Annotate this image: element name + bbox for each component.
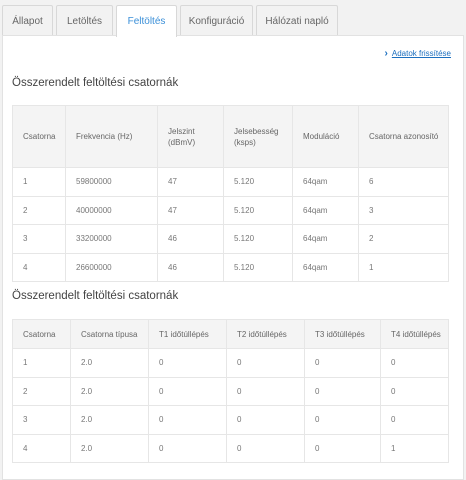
column-header: Jelsebesség (ksps) bbox=[224, 106, 293, 168]
table-cell: 1 bbox=[13, 349, 71, 378]
table-cell: 46 bbox=[158, 225, 224, 254]
tab-feltoltes[interactable]: Feltöltés bbox=[116, 5, 177, 37]
column-header: T1 időtúllépés bbox=[149, 320, 227, 349]
table-cell: 3 bbox=[13, 225, 66, 254]
chevron-right-icon: › bbox=[384, 48, 388, 59]
table-cell: 0 bbox=[305, 434, 381, 463]
table-cell: 47 bbox=[158, 168, 224, 197]
refresh-link[interactable] bbox=[385, 48, 451, 59]
table-cell: 1 bbox=[359, 253, 449, 282]
table-row bbox=[13, 406, 449, 435]
table-cell: 2 bbox=[13, 196, 66, 225]
table-row bbox=[13, 434, 449, 463]
table-cell: 46 bbox=[158, 253, 224, 282]
table-cell: 2.0 bbox=[71, 349, 149, 378]
refresh-label: Adatok frissítése bbox=[391, 49, 451, 58]
table-row bbox=[13, 225, 449, 254]
table-cell: 4 bbox=[13, 434, 71, 463]
table-cell: 0 bbox=[227, 349, 305, 378]
table-row bbox=[13, 196, 449, 225]
column-header: T2 időtúllépés bbox=[227, 320, 305, 349]
column-header: Moduláció bbox=[293, 106, 359, 168]
table-row bbox=[13, 168, 449, 197]
table-cell: 0 bbox=[381, 406, 449, 435]
section2-title: Összerendelt feltöltési csatornák bbox=[12, 290, 179, 302]
content-panel bbox=[2, 35, 464, 480]
table-cell: 5.120 bbox=[224, 225, 293, 254]
table-cell: 4 bbox=[13, 253, 66, 282]
table-cell: 2.0 bbox=[71, 434, 149, 463]
table-cell: 0 bbox=[149, 349, 227, 378]
table-cell: 2.0 bbox=[71, 377, 149, 406]
table-cell: 1 bbox=[381, 434, 449, 463]
column-header: T4 időtúllépés bbox=[381, 320, 449, 349]
table-cell: 64qam bbox=[293, 225, 359, 254]
tab-konfiguracio[interactable]: Konfiguráció bbox=[180, 5, 253, 36]
table-cell: 26600000 bbox=[66, 253, 158, 282]
table-cell: 64qam bbox=[293, 253, 359, 282]
column-header: Csatorna bbox=[13, 320, 71, 349]
tab-halozati-naplo[interactable]: Hálózati napló bbox=[256, 5, 338, 36]
column-header: Frekvencia (Hz) bbox=[66, 106, 158, 168]
table-cell: 1 bbox=[13, 168, 66, 197]
table-cell: 59800000 bbox=[66, 168, 158, 197]
table-cell: 2 bbox=[13, 377, 71, 406]
table-cell: 0 bbox=[149, 377, 227, 406]
table-cell: 0 bbox=[305, 377, 381, 406]
tab-bar bbox=[2, 5, 338, 36]
table-cell: 6 bbox=[359, 168, 449, 197]
tab-letoltes[interactable]: Letöltés bbox=[56, 5, 113, 36]
table-cell: 0 bbox=[149, 434, 227, 463]
table-cell: 0 bbox=[227, 434, 305, 463]
table-cell: 2.0 bbox=[71, 406, 149, 435]
table-row bbox=[13, 253, 449, 282]
table-cell: 0 bbox=[381, 349, 449, 378]
column-header: Csatorna típusa bbox=[71, 320, 149, 349]
table-cell: 47 bbox=[158, 196, 224, 225]
table-cell: 2 bbox=[359, 225, 449, 254]
tab-allapot[interactable]: Állapot bbox=[2, 5, 53, 36]
table-cell: 3 bbox=[13, 406, 71, 435]
table-cell: 3 bbox=[359, 196, 449, 225]
table-cell: 0 bbox=[227, 377, 305, 406]
table-cell: 64qam bbox=[293, 168, 359, 197]
table-row bbox=[13, 377, 449, 406]
table-cell: 0 bbox=[305, 406, 381, 435]
column-header: Csatorna azonosító bbox=[359, 106, 449, 168]
table-cell: 0 bbox=[305, 349, 381, 378]
table-row bbox=[13, 349, 449, 378]
table-cell: 40000000 bbox=[66, 196, 158, 225]
table-header-row bbox=[13, 320, 449, 349]
table-cell: 5.120 bbox=[224, 253, 293, 282]
table-cell: 5.120 bbox=[224, 168, 293, 197]
table-cell: 0 bbox=[381, 377, 449, 406]
column-header: Jelszint (dBmV) bbox=[158, 106, 224, 168]
table-cell: 0 bbox=[149, 406, 227, 435]
column-header: T3 időtúllépés bbox=[305, 320, 381, 349]
table-cell: 33200000 bbox=[66, 225, 158, 254]
column-header: Csatorna bbox=[13, 106, 66, 168]
table-cell: 64qam bbox=[293, 196, 359, 225]
table-header-row bbox=[13, 106, 449, 168]
upstream-channels-table bbox=[12, 105, 449, 282]
upstream-timeouts-table bbox=[12, 319, 449, 463]
section1-title: Összerendelt feltöltési csatornák bbox=[12, 77, 179, 89]
table-cell: 5.120 bbox=[224, 196, 293, 225]
table-cell: 0 bbox=[227, 406, 305, 435]
